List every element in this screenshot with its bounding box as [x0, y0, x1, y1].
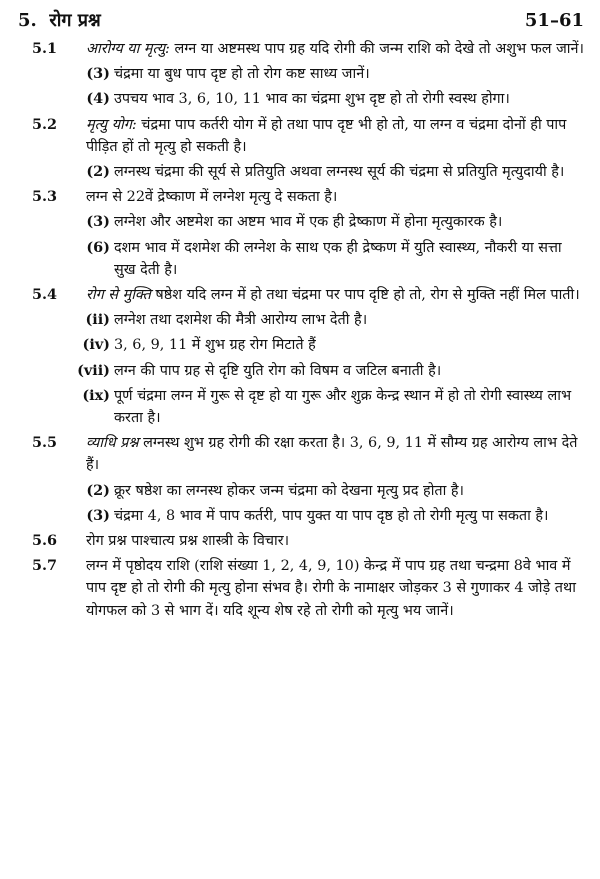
entry-text: चंद्रमा 4, 8 भाव में पाप कर्तरी, पाप युक्त या पाप दृष्ठ हो तो रोगी मृत्यु पा सकता है।	[114, 507, 549, 524]
entry-number: 5.5	[32, 434, 58, 452]
entry-number: (iv)	[82, 336, 110, 354]
entry-text: उपचय भाव 3, 6, 10, 11 भाव का चंद्रमा शुभ दृष्ट हो तो रोगी स्वस्थ होगा।	[114, 91, 510, 108]
rule-entry	[18, 114, 584, 158]
entries-list	[18, 38, 584, 625]
entry-number: (4)	[86, 90, 110, 108]
entry-heading: व्याधि प्रश्न	[86, 435, 139, 452]
sub-rule-entry	[18, 161, 584, 183]
entry-number: (3)	[86, 506, 110, 524]
entry-number: 5.2	[32, 115, 58, 133]
entry-text: लग्न की पाप ग्रह से दृष्टि युति रोग को विषम व जटिल बनाती है।	[114, 362, 442, 379]
entry-text: चंद्रमा पाप कर्तरी योग में हो तथा पाप दृष्ट भी हो तो, या लग्न व चंद्रमा दोनों ही पाप पीड़ित हों तो मृत्यु हो सकती है।	[86, 116, 567, 155]
sub-rule-entry	[18, 88, 584, 110]
rule-entry	[18, 38, 584, 60]
entry-number: (3)	[86, 213, 110, 231]
entry-text: लग्न या अष्टमस्थ पाप ग्रह यदि रोगी की जन्म राशि को देखे तो अशुभ फल जानें।	[169, 41, 584, 57]
sub-rule-entry	[18, 385, 584, 429]
section-title: 5. रोग प्रश्न	[18, 10, 101, 31]
rule-entry	[18, 284, 584, 306]
rule-entry	[18, 432, 584, 476]
entry-heading: आरोग्य या मृत्यु:	[86, 41, 170, 57]
entry-number: (2)	[86, 481, 110, 499]
sub-rule-entry	[18, 505, 584, 527]
sub-rule-entry	[18, 211, 584, 233]
rule-entry	[18, 555, 584, 622]
entry-text: चंद्रमा या बुध पाप दृष्ट हो तो रोग कष्ट साध्य जानें।	[114, 66, 370, 83]
sub-rule-entry	[18, 360, 584, 382]
entry-number: 5.7	[32, 557, 58, 575]
rule-entry	[18, 530, 584, 552]
entry-heading: मृत्यु योग:	[86, 116, 137, 133]
entry-text: लग्न से 22वें द्रेष्काण में लग्नेश मृत्यु दे सकता है।	[86, 189, 338, 206]
entry-text: 3, 6, 9, 11 में शुभ ग्रह रोग मिटाते हैं	[114, 337, 316, 354]
entry-text: क्रूर षष्ठेश का लग्नस्थ होकर जन्म चंद्रमा को देखना मृत्यु प्रद होता है।	[114, 482, 465, 499]
entry-text: षष्ठेश यदि लग्न में हो तथा चंद्रमा पर पाप दृष्टि हो तो, रोग से मुक्ति नहीं मिल पाती।	[150, 287, 580, 304]
entry-heading: रोग से मुक्ति	[86, 287, 151, 304]
entry-text: लग्नस्थ शुभ ग्रह रोगी की रक्षा करता है। 3, 6, 9, 11 में सौम्य ग्रह आरोग्य लाभ देते हैं।	[86, 435, 578, 474]
entry-text: पूर्ण चंद्रमा लग्न में गुरू से दृष्ट हो या गुरू और शुक्र केन्द्र स्थान में हो तो रोगी स्वास्थ्य लाभ करता है।	[114, 387, 572, 427]
entry-text: लग्नस्थ चंद्रमा की सूर्य से प्रतियुति अथवा लग्नस्थ सूर्य की चंद्रमा से प्रतियुति मृत्युदायी है।	[114, 164, 565, 181]
rule-entry	[18, 186, 584, 208]
entry-number: (ix)	[82, 386, 110, 404]
page-range: 51–61	[524, 10, 584, 31]
entry-text: लग्नेश तथा दशमेश की मैत्री आरोग्य लाभ देती है।	[114, 312, 368, 329]
entry-gap	[18, 622, 584, 625]
entry-number: 5.4	[32, 286, 58, 304]
entry-text: लग्न में पृष्ठोदय राशि (राशि संख्या 1, 2, 4, 9, 10) केन्द्र में पाप ग्रह तथा चन्द्रमा 8वे भाव में पाप दृष्ट हो तो रोगी की मृत्यु होना संभव है। रोगी के नामाक्षर जोड़कर 3 से गुणाकर 4 जोड़े तथा योगफल को 3 से भाग दें। यदि शून्य शेष रहे तो रोगी को मृत्यु भय जानें।	[86, 558, 576, 619]
entry-number: 5.3	[32, 188, 58, 206]
entry-text: लग्नेश और अष्टमेश का अष्टम भाव में एक ही द्रेष्काण में होना मृत्युकारक है।	[114, 214, 503, 231]
entry-number: (6)	[86, 238, 110, 256]
entry-number: (3)	[86, 65, 110, 83]
entry-number: (vii)	[77, 361, 110, 379]
entry-number: (2)	[86, 163, 110, 181]
entry-number: 5.1	[32, 40, 58, 57]
section-header	[18, 8, 584, 38]
sub-rule-entry	[18, 63, 584, 85]
entry-text: रोग प्रश्न पाश्चात्य प्रश्न शास्त्री के विचार।	[86, 533, 290, 550]
sub-rule-entry	[18, 334, 584, 356]
entry-number: 5.6	[32, 532, 58, 550]
sub-rule-entry	[18, 309, 584, 331]
sub-rule-entry	[18, 480, 584, 502]
entry-number: (ii)	[85, 311, 110, 329]
sub-rule-entry	[18, 237, 584, 281]
entry-text: दशम भाव में दशमेश की लग्नेश के साथ एक ही द्रेष्कण में युति स्वास्थ्य, नौकरी या सत्ता सुख देती है।	[114, 239, 562, 278]
